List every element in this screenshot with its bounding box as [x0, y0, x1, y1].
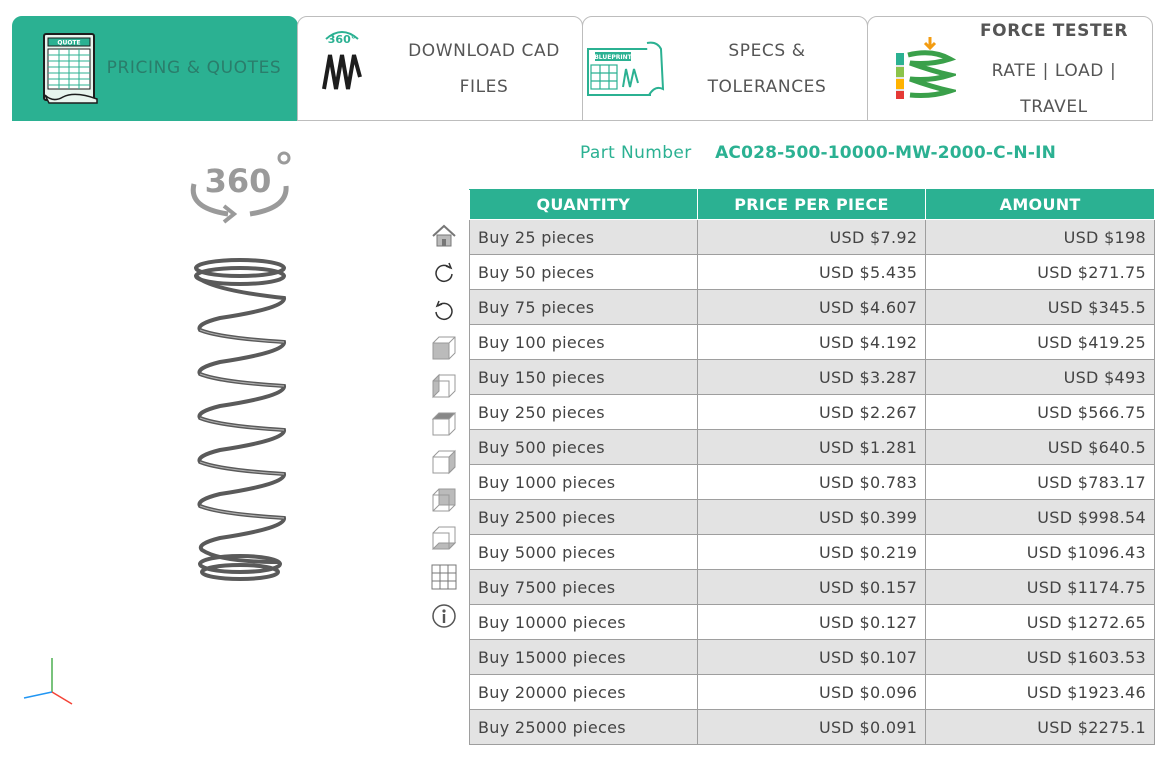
svg-text:BLUEPRINT: BLUEPRINT — [594, 54, 632, 61]
table-header-row — [470, 190, 1155, 220]
quantity-cell: Buy 2500 pieces — [470, 500, 698, 535]
amount-cell: USD $783.17 — [926, 465, 1155, 500]
quantity-cell: Buy 1000 pieces — [470, 465, 698, 500]
tab-force-tester[interactable] — [867, 16, 1153, 121]
price-cell: USD $3.287 — [697, 360, 926, 395]
view-cube-front-icon[interactable] — [429, 334, 459, 362]
table-row[interactable] — [470, 570, 1155, 605]
amount-cell: USD $998.54 — [926, 500, 1155, 535]
table-row[interactable] — [470, 675, 1155, 710]
price-cell: USD $5.435 — [697, 255, 926, 290]
svg-text:360°: 360° — [327, 33, 357, 46]
part-number — [580, 143, 1056, 163]
tab-download-label-1: DOWNLOAD CAD — [408, 41, 560, 61]
part-number-value: AC028-500-10000-MW-2000-C-N-IN — [715, 143, 1057, 163]
amount-cell: USD $1603.53 — [926, 640, 1155, 675]
table-row[interactable] — [470, 255, 1155, 290]
tab-specs-label-2: TOLERANCES — [707, 77, 827, 97]
tab-force-label-3: TRAVEL — [1020, 97, 1088, 117]
tab-download-label-2: FILES — [459, 77, 509, 97]
quantity-cell: Buy 25000 pieces — [470, 710, 698, 745]
quantity-cell: Buy 5000 pieces — [470, 535, 698, 570]
amount-cell: USD $1096.43 — [926, 535, 1155, 570]
quantity-cell: Buy 100 pieces — [470, 325, 698, 360]
tab-pricing-quotes[interactable] — [12, 16, 298, 121]
table-row[interactable] — [470, 290, 1155, 325]
quantity-cell: Buy 250 pieces — [470, 395, 698, 430]
rotate-cw-icon[interactable] — [429, 258, 459, 286]
table-row[interactable] — [470, 360, 1155, 395]
tab-pricing-label: PRICING & QUOTES — [106, 58, 282, 78]
spring-360-icon — [320, 27, 364, 101]
table-row[interactable] — [470, 605, 1155, 640]
view-cube-bottom-icon[interactable] — [429, 524, 459, 552]
view-cube-top-icon[interactable] — [429, 410, 459, 438]
quantity-cell: Buy 7500 pieces — [470, 570, 698, 605]
amount-cell: USD $2275.1 — [926, 710, 1155, 745]
price-cell: USD $7.92 — [697, 220, 926, 255]
view-cube-left-icon[interactable] — [429, 372, 459, 400]
price-cell: USD $1.281 — [697, 430, 926, 465]
tab-force-label-2: RATE | LOAD | — [991, 61, 1117, 81]
table-row[interactable] — [470, 430, 1155, 465]
home-icon[interactable] — [429, 222, 459, 250]
amount-cell: USD $640.5 — [926, 430, 1155, 465]
price-cell: USD $0.399 — [697, 500, 926, 535]
amount-cell: USD $419.25 — [926, 325, 1155, 360]
pricing-table — [469, 189, 1155, 745]
tab-force-label-1: FORCE TESTER — [979, 21, 1129, 41]
table-row[interactable] — [470, 535, 1155, 570]
spring-model[interactable] — [190, 258, 290, 582]
table-row[interactable] — [470, 465, 1155, 500]
view-cube-right-icon[interactable] — [429, 448, 459, 476]
quantity-cell: Buy 150 pieces — [470, 360, 698, 395]
svg-text:QUOTE: QUOTE — [57, 39, 81, 47]
amount-cell: USD $198 — [926, 220, 1155, 255]
price-cell: USD $0.091 — [697, 710, 926, 745]
tab-specs-tolerances[interactable] — [582, 16, 868, 121]
price-cell: USD $0.157 — [697, 570, 926, 605]
price-cell: USD $0.219 — [697, 535, 926, 570]
quantity-cell: Buy 500 pieces — [470, 430, 698, 465]
price-cell: USD $4.192 — [697, 325, 926, 360]
rotate-ccw-icon[interactable] — [429, 296, 459, 324]
rotate-360-label: 360 — [204, 162, 272, 200]
table-row[interactable] — [470, 395, 1155, 430]
part-number-label: Part Number — [580, 143, 692, 163]
rotate-360-badge[interactable] — [188, 150, 292, 226]
force-spring-icon — [892, 37, 956, 107]
amount-cell: USD $566.75 — [926, 395, 1155, 430]
price-cell: USD $0.127 — [697, 605, 926, 640]
amount-cell: USD $1272.65 — [926, 605, 1155, 640]
spring-3d-viewer[interactable] — [0, 130, 460, 760]
tab-bar — [12, 16, 1155, 121]
quantity-cell: Buy 50 pieces — [470, 255, 698, 290]
price-cell: USD $0.783 — [697, 465, 926, 500]
table-row[interactable] — [470, 220, 1155, 255]
grid-icon[interactable] — [429, 563, 459, 591]
amount-cell: USD $1923.46 — [926, 675, 1155, 710]
info-icon[interactable] — [429, 602, 459, 630]
axis-triad-icon — [20, 656, 80, 708]
quantity-cell: Buy 20000 pieces — [470, 675, 698, 710]
table-row[interactable] — [470, 325, 1155, 360]
price-cell: USD $2.267 — [697, 395, 926, 430]
price-cell: USD $0.096 — [697, 675, 926, 710]
amount-cell: USD $1174.75 — [926, 570, 1155, 605]
blueprint-icon — [585, 39, 671, 103]
col-amount-header: AMOUNT — [926, 190, 1155, 220]
quantity-cell: Buy 75 pieces — [470, 290, 698, 325]
amount-cell: USD $345.5 — [926, 290, 1155, 325]
col-price-header: PRICE PER PIECE — [697, 190, 926, 220]
quantity-cell: Buy 15000 pieces — [470, 640, 698, 675]
price-cell: USD $4.607 — [697, 290, 926, 325]
table-row[interactable] — [470, 710, 1155, 745]
tab-specs-label-1: SPECS & — [728, 41, 806, 61]
amount-cell: USD $493 — [926, 360, 1155, 395]
view-cube-back-icon[interactable] — [429, 486, 459, 514]
amount-cell: USD $271.75 — [926, 255, 1155, 290]
quantity-cell: Buy 10000 pieces — [470, 605, 698, 640]
table-row[interactable] — [470, 640, 1155, 675]
quantity-cell: Buy 25 pieces — [470, 220, 698, 255]
table-row[interactable] — [470, 500, 1155, 535]
tab-download-cad[interactable] — [297, 16, 583, 121]
quote-sheet-icon — [43, 33, 101, 109]
col-quantity-header: QUANTITY — [470, 190, 698, 220]
price-cell: USD $0.107 — [697, 640, 926, 675]
